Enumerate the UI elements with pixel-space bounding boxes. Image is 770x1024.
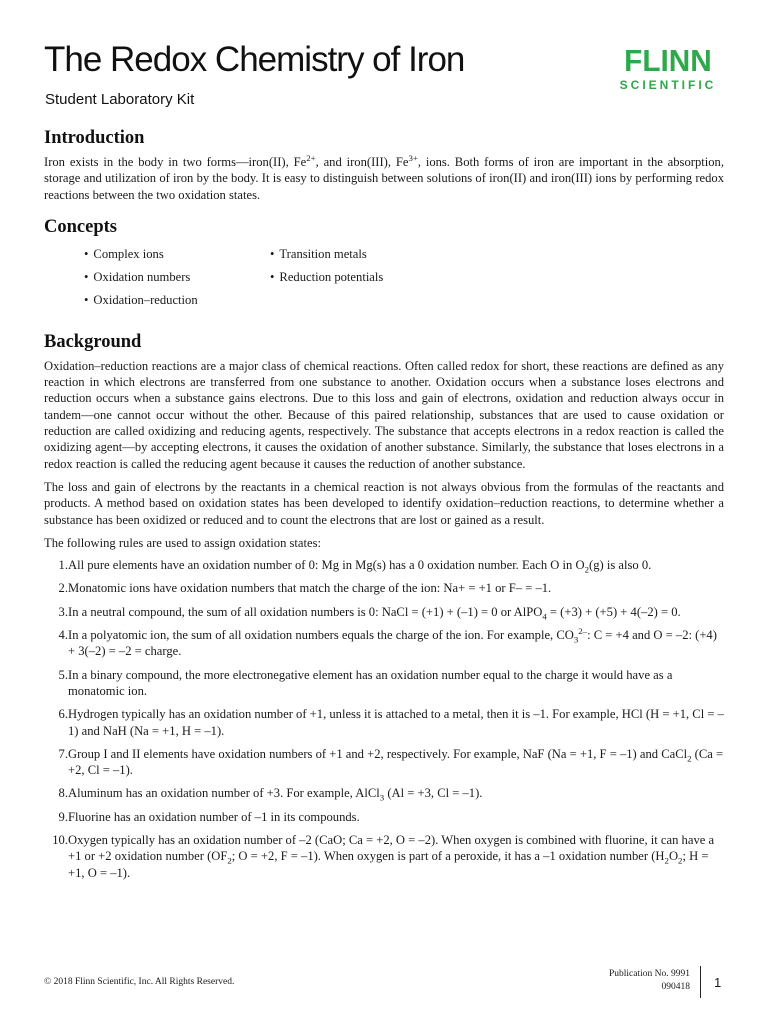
rule-item: 5. In a binary compound, the more electronegative element has an oxidation number equal to the charge it would have as a monatomic ion. [58, 667, 673, 698]
concept-item: • Oxidation numbers [84, 269, 191, 284]
rule-item: 7. Group I and II elements have oxidation numbers of +1 and +2, respectively. For example, NaF (Na = +1, F = –1) and CaCl$_2$ (Ca = +2, Cl = –1). [58, 746, 724, 778]
rule-item: 1. All pure elements have an oxidation number of 0: Mg in Mg(s) has a 0 oxidation number. Each O in $O_2(g)$ is also 0. [58, 558, 652, 575]
copyright-notice: © 2018 Flinn Scientific, Inc. All Rights Reserved. [44, 977, 235, 987]
background-section [44, 332, 724, 881]
document-body [44, 128, 724, 888]
concepts-column-1 [84, 243, 270, 312]
concepts-list [84, 243, 724, 312]
page-number: 1 [714, 975, 722, 990]
footer-divider [700, 966, 701, 998]
publication-number: Publication No. 9991 [608, 969, 690, 979]
rule-item: 6. Hydrogen typically has an oxidation number of +1, unless it is attached to a metal, then it is –1. For example, HCl (H = +1, Cl = –1) and NaH (Na = +1, H = –1). [58, 707, 724, 738]
publication-code: 090418 [661, 982, 690, 992]
flinn-logo [609, 43, 727, 92]
background-paragraph-2: The loss and gain of electrons by the reactants in a chemical reaction is not always obvious from the formulas of the reactants and products. A method based on oxidation states has been developed to identify oxidation–reduction reactions, to determine whether a substance has been oxidized or reduced and to count the electrons that are lost or gained as a result. [44, 479, 724, 527]
concept-item: • Oxidation–reduction [84, 292, 198, 307]
background-paragraph-1: Oxidation–reduction reactions are a major class of chemical reactions. Often called redox for short, these reactions are defined as any reaction in which electrons are transferred from one substance to another. Oxidation occurs when a substance loses electrons and reduction occurs when a substance gains electrons. Due to this loss and gain of electrons, oxidation and reduction always occur in tandem—one cannot occur without the other. Because of this paired relationship, substances that are used to cause oxidation or reduction are called oxidizing and reducing agents, respectively. The substance that accepts electrons in a redox reaction is called the oxidizing agent—by accepting electrons, it causes the oxidation of another substance. Similarly, the substance that loses electrons in a redox reaction is called the reducing agent because it causes the reduction of another substance. [44, 358, 724, 471]
concept-item: • Reduction potentials [270, 269, 384, 284]
concepts-heading: Concepts [44, 216, 117, 237]
logo-tagline: SCIENTIFIC [619, 78, 717, 92]
oxidation-rules-list [44, 557, 724, 881]
page-subtitle: Student Laboratory Kit [45, 91, 195, 108]
rule-item: 10. Oxygen typically has an oxidation number of –2 (CaO; Ca = +2, O = –2). When oxygen is combined with fluorine, it can have a +1 or +2 oxidation number ($OF_2$; O = +2, F = –1). When oxygen is part of a peroxide, it has a –1 oxidation number ($H_2O_2$; H = +1, O = –1). [52, 833, 715, 880]
rule-item: 3. In a neutral compound, the sum of all oxidation numbers is 0: NaCl = (+1) + (–1) = 0 or AlPO$_4$ = (+3) + (+5) + 4(–2) = 0. [58, 604, 681, 622]
introduction-heading: Introduction [44, 128, 145, 148]
concept-item: • Transition metals [270, 246, 367, 261]
concept-item: • Complex ions [84, 246, 164, 261]
background-paragraph-3: The following rules are used to assign oxidation states: [44, 535, 322, 550]
logo-wordmark: FLINN [624, 43, 712, 78]
publication-info [560, 968, 690, 994]
concepts-column-2 [270, 243, 383, 312]
page-title: The Redox Chemistry of Iron [44, 40, 465, 79]
introduction-section [44, 128, 724, 203]
rule-item: 8. Aluminum has an oxidation number of +3. For example, AlCl$_3$ (Al = +3, Cl = –1). [58, 786, 483, 803]
rule-item: 9. Fluorine has an oxidation number of –1 in its compounds. [58, 809, 360, 824]
rule-item: 2. Monatomic ions have oxidation numbers that match the charge of the ion: Na+ = +1 or F– = –1. [58, 581, 552, 596]
introduction-paragraph: Iron exists in the body in two forms—iron(II), $Fe^{2+}$, and iron(III), $Fe^{3+}$, ions. Both forms of iron are important in the absorption, storage and utilization of iron by the body. It is easy to distinguish between solutions of iron(II) and iron(III) ions by performing redox reactions between the two oxidation states. [44, 152, 724, 202]
concepts-section [44, 217, 724, 312]
background-heading: Background [44, 331, 142, 352]
rule-item: 4. In a polyatomic ion, the sum of all oxidation numbers equals the charge of the ion. For example, $CO_3^{2-}$: C = +4 and O = –2: (+4) + 3(–2) = –2 = charge. [58, 625, 717, 659]
